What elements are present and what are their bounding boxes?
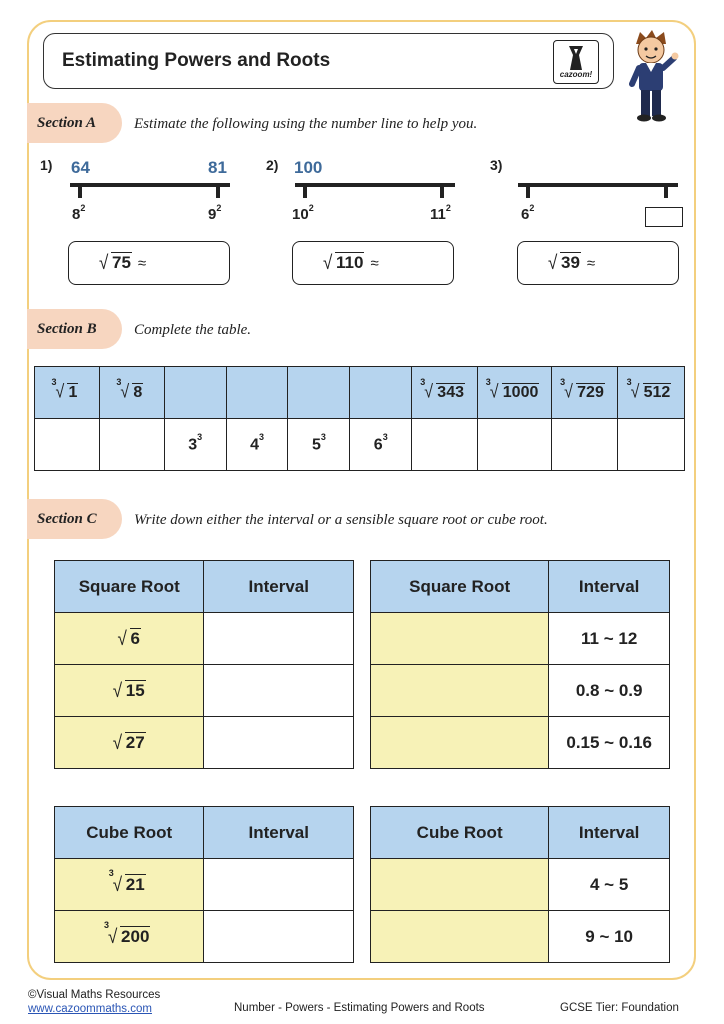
answer-cell[interactable] [204, 613, 354, 665]
table-cell [55, 613, 204, 665]
radicand: 21 [125, 874, 145, 894]
column-header: Interval [549, 807, 670, 859]
copyright-text: ©Visual Maths Resources [28, 989, 161, 1001]
answer-cell[interactable] [35, 419, 100, 471]
answer-cell[interactable] [226, 367, 288, 419]
exponent: 2 [80, 203, 86, 213]
table-header-row [371, 807, 670, 859]
answer-cell[interactable] [371, 717, 549, 769]
table-header-row [371, 561, 670, 613]
root-index: 3 [560, 376, 566, 387]
table-cell [288, 419, 350, 471]
number-line-bottom-left [292, 205, 314, 223]
base: 4 [250, 436, 259, 454]
radicand: 200 [121, 926, 150, 946]
table-cell [164, 419, 226, 471]
radicand: 1 [68, 383, 78, 401]
radicand: 1000 [502, 383, 539, 401]
root-index: 3 [108, 867, 114, 878]
answer-cell[interactable] [288, 367, 350, 419]
exponent: 3 [382, 431, 388, 442]
table-cell [55, 911, 204, 963]
exponent: 2 [216, 203, 222, 213]
answer-cell[interactable] [371, 665, 549, 717]
radicand: 8 [133, 383, 143, 401]
approx-symbol: ≈ [370, 255, 379, 272]
cube-root: 3 √ 512 [626, 376, 671, 402]
footer-topic: Number - Powers - Estimating Powers and Roots [234, 1002, 485, 1014]
table-cell [617, 367, 684, 419]
base: 6 [373, 436, 383, 454]
number-line-tick [303, 185, 307, 198]
table-row [371, 859, 670, 911]
radicand: 75 [112, 253, 131, 272]
column-header: Cube Root [55, 807, 204, 859]
answer-cell[interactable] [164, 367, 226, 419]
radicand: 6 [130, 628, 140, 648]
number-line-bottom-right [430, 205, 451, 223]
square-root: √ 110 [323, 251, 364, 274]
base: 9 [208, 206, 217, 223]
number-line-blank-box[interactable] [645, 207, 683, 227]
table-row [55, 859, 354, 911]
table-cell [478, 367, 552, 419]
answer-box[interactable] [517, 241, 679, 285]
square-root: √ 27 [112, 731, 145, 753]
column-header: Square Root [371, 561, 549, 613]
cube-root: 3 √ 8 [116, 376, 143, 402]
number-line-bottom-right [208, 205, 221, 223]
number-line [70, 183, 230, 187]
cube-root: 3 √ 21 [108, 867, 145, 895]
table-cell: 0.15 ~ 0.16 [549, 717, 670, 769]
exponent: 2 [308, 203, 314, 213]
answer-cell[interactable] [412, 419, 478, 471]
number-line [518, 183, 678, 187]
logo-text: cazoom! [559, 70, 593, 79]
cube-root-table-left [54, 806, 354, 963]
answer-cell[interactable] [204, 665, 354, 717]
question-number: 1) [40, 157, 53, 173]
logo-mark-icon [567, 45, 585, 71]
root-index: 3 [485, 376, 491, 387]
answer-cell[interactable] [350, 367, 412, 419]
section-c-instruction: Write down either the interval or a sensible square root or cube root. [134, 512, 548, 528]
answer-cell[interactable] [617, 419, 684, 471]
number-line-tick [664, 185, 668, 198]
number-line-top-left: 64 [71, 158, 90, 177]
root-index: 3 [104, 919, 110, 930]
column-header: Interval [204, 561, 354, 613]
exponent: 3 [197, 431, 203, 442]
base: 5 [311, 436, 321, 454]
square-root-table-right [370, 560, 670, 769]
number-line-tick [78, 185, 82, 198]
column-header: Interval [549, 561, 670, 613]
website-link[interactable]: www.cazoommaths.com [28, 1003, 152, 1015]
number-line [295, 183, 455, 187]
footer-tier: GCSE Tier: Foundation [560, 1002, 679, 1014]
section-a-instruction: Estimate the following using the number line to help you. [134, 116, 478, 132]
table-cell [55, 665, 204, 717]
cube-root: 3 √ 343 [420, 376, 464, 402]
table-cell [99, 367, 164, 419]
section-b-instruction: Complete the table. [134, 322, 252, 338]
footer-left [28, 988, 160, 1016]
section-b-label: Section B [27, 309, 122, 349]
number-line-bottom-left [72, 205, 85, 223]
table-row [371, 717, 670, 769]
answer-cell[interactable] [204, 859, 354, 911]
answer-box[interactable] [68, 241, 230, 285]
number-line-bottom-left [521, 205, 534, 223]
table-cell [55, 859, 204, 911]
answer-box[interactable] [292, 241, 454, 285]
radicand: 110 [336, 253, 364, 272]
answer-cell[interactable] [371, 911, 549, 963]
approx-symbol: ≈ [137, 255, 147, 272]
radicand: 343 [437, 383, 464, 401]
table-row [371, 665, 670, 717]
number-line-tick [526, 185, 530, 198]
table-header-row [55, 561, 354, 613]
root-index: 3 [51, 376, 57, 387]
answer-cell[interactable] [552, 419, 618, 471]
table-row [55, 665, 354, 717]
answer-cell[interactable] [99, 419, 164, 471]
title-box [43, 33, 614, 89]
table-cell [226, 419, 288, 471]
cube-table [34, 366, 685, 471]
square-root: √ 39 [548, 251, 580, 274]
square-root: √ 75 [99, 251, 131, 274]
column-header: Square Root [55, 561, 204, 613]
table-row [35, 367, 685, 419]
table-cell: 4 ~ 5 [549, 859, 670, 911]
base: 10 [292, 206, 309, 223]
base: 8 [72, 206, 81, 223]
square-root: √ 15 [112, 679, 145, 701]
cazoom-logo [553, 40, 599, 84]
number-line-tick [440, 185, 444, 198]
cube-root: 3 √ 1000 [485, 376, 539, 402]
answer-cell[interactable] [371, 613, 549, 665]
table-cell: 9 ~ 10 [549, 911, 670, 963]
table-row [35, 419, 685, 471]
table-cell [35, 367, 100, 419]
exponent: 3 [258, 431, 264, 442]
cube-root: 3 √ 200 [104, 919, 150, 947]
root-index: 3 [116, 376, 122, 387]
mascot-boy-icon [622, 28, 682, 126]
number-line-tick [216, 185, 220, 198]
base: 11 [430, 206, 446, 223]
cube-root-table-right [370, 806, 670, 963]
radicand: 39 [561, 253, 580, 272]
base: 3 [188, 436, 198, 454]
answer-cell[interactable] [478, 419, 552, 471]
approx-symbol: ≈ [586, 255, 596, 272]
table-cell [55, 717, 204, 769]
question-number: 3) [490, 157, 503, 173]
question-number: 2) [266, 157, 279, 173]
section-c-label: Section C [27, 499, 122, 539]
base: 6 [521, 206, 530, 223]
table-cell [350, 419, 412, 471]
table-row [55, 613, 354, 665]
radicand: 729 [577, 383, 604, 401]
answer-cell[interactable] [204, 717, 354, 769]
table-row [55, 911, 354, 963]
column-header: Cube Root [371, 807, 549, 859]
answer-cell[interactable] [204, 911, 354, 963]
square-root-table-left [54, 560, 354, 769]
section-a-label: Section A [27, 103, 122, 143]
table-header-row [55, 807, 354, 859]
square-root: √ 6 [117, 627, 140, 649]
column-header: Interval [204, 807, 354, 859]
root-index: 3 [626, 376, 632, 387]
number-line-top-right: 81 [208, 158, 227, 177]
root-index: 3 [420, 376, 426, 387]
table-row [371, 911, 670, 963]
table-row [371, 613, 670, 665]
exponent: 2 [529, 203, 535, 213]
table-cell: 0.8 ~ 0.9 [549, 665, 670, 717]
radicand: 27 [125, 732, 145, 752]
answer-cell[interactable] [371, 859, 549, 911]
radicand: 15 [125, 680, 145, 700]
cube-root: 3 √ 729 [560, 376, 604, 402]
table-row [55, 717, 354, 769]
number-line-top-left: 100 [294, 158, 323, 177]
exponent: 3 [320, 431, 326, 442]
table-cell [412, 367, 478, 419]
cube-root: 3 √ 1 [51, 376, 78, 402]
table-cell [552, 367, 618, 419]
radicand: 512 [643, 383, 671, 401]
table-cell: 11 ~ 12 [549, 613, 670, 665]
exponent: 2 [445, 203, 451, 213]
page-title: Estimating Powers and Roots [62, 50, 331, 71]
